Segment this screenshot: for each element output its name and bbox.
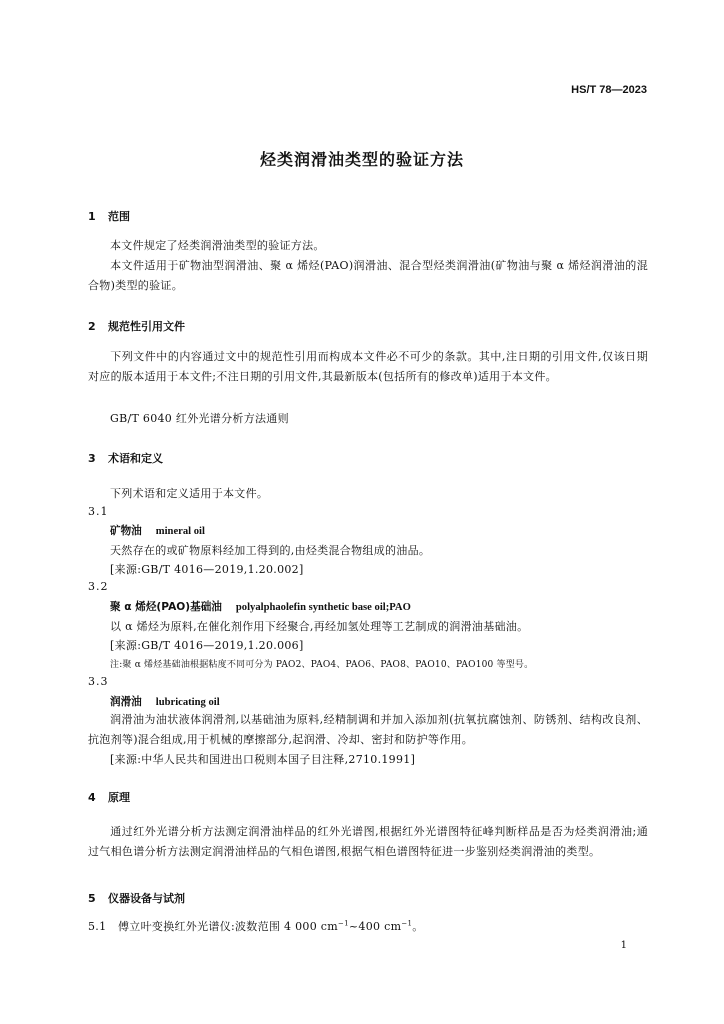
term-3-3-definition xyxy=(88,710,648,750)
text: 润滑油为油状液体润滑剂,以基础油为原料,经精制调和并加入添加剂(抗氧抗腐蚀剂、防锈剂、结构改良剂、抗泡剂等)混合组成,用于机械的摩擦部分,起润滑、冷却、密封和防护等作用。 xyxy=(88,713,648,746)
term-zh: 润滑油 xyxy=(110,696,142,708)
section-title: 仪器设备与试剂 xyxy=(108,892,185,905)
term-3-2-source: [来源:GB/T 4016—2019,1.20.006] xyxy=(110,639,304,652)
term-3-2-note: 注:聚 α 烯烃基础油根据粘度不同可分为 PAO2、PAO4、PAO6、PAO8、PAO10、PAO100 等型号。 xyxy=(110,660,534,670)
term-3-1-number: 3.1 xyxy=(88,505,109,518)
term-en: polyalphaolefin synthetic base oil;PAO xyxy=(235,602,411,613)
term-en: lubricating oil xyxy=(155,697,220,708)
standard-number: HS/T 78—2023 xyxy=(571,84,647,96)
term-3-2-title xyxy=(110,599,411,614)
term-zh: 聚 α 烯烃(PAO)基础油 xyxy=(110,601,222,613)
section-1-heading xyxy=(88,208,130,224)
section-number: 3 xyxy=(88,452,96,465)
section-title: 原理 xyxy=(108,791,130,804)
term-3-3-number: 3.3 xyxy=(88,675,109,688)
s1-paragraph-1 xyxy=(88,236,648,256)
text: 下列文件中的内容通过文中的规范性引用而构成本文件必不可少的条款。其中,注日期的引用文件,仅该日期对应的版本适用于本文件;不注日期的引用文件,其最新版本(包括所有的修改单)适用于本文件。 xyxy=(88,350,648,383)
section-number: 4 xyxy=(88,791,96,804)
section-5-heading xyxy=(88,890,185,906)
text: 。 xyxy=(412,920,424,933)
section-3-heading xyxy=(88,450,163,466)
page-number: 1 xyxy=(620,940,627,951)
s3-intro: 下列术语和定义适用于本文件。 xyxy=(110,487,269,500)
term-zh: 矿物油 xyxy=(110,525,142,537)
term-en: mineral oil xyxy=(155,526,205,537)
term-3-1-title xyxy=(110,523,205,538)
s1-paragraph-2 xyxy=(88,256,648,296)
document-title: 烃类润滑油类型的验证方法 xyxy=(259,150,464,169)
section-title: 规范性引用文件 xyxy=(108,320,185,333)
text: 本文件适用于矿物油型润滑油、聚 α 烯烃(PAO)润滑油、混合型烃类润滑油(矿物油与聚 α 烯烃润滑油的混合物)类型的验证。 xyxy=(88,259,648,292)
section-title: 范围 xyxy=(108,210,130,223)
section-2-heading xyxy=(88,318,185,334)
s4-paragraph-1 xyxy=(88,822,648,862)
text: 通过红外光谱分析方法测定润滑油样品的红外光谱图,根据红外光谱图特征峰判断样品是否为烃类润滑油;通过气相色谱分析方法测定润滑油样品的气相色谱图,根据气相色谱图特征进一步鉴别烃类润滑油的类型。 xyxy=(88,825,648,858)
term-3-3-source: [来源:中华人民共和国进出口税则本国子目注释,2710.1991] xyxy=(110,753,416,766)
clause-number: 5.1 xyxy=(88,920,107,933)
text: ~400 cm xyxy=(348,920,402,933)
text: 傅立叶变换红外光谱仪:波数范围 4 000 cm xyxy=(118,920,338,933)
section-number: 5 xyxy=(88,892,96,905)
section-4-heading xyxy=(88,789,130,805)
s2-paragraph-1 xyxy=(88,347,648,387)
term-3-3-title xyxy=(110,694,220,709)
section-title: 术语和定义 xyxy=(108,452,163,465)
term-3-2-definition: 以 α 烯烃为原料,在催化剂作用下经聚合,再经加氢处理等工艺制成的润滑油基础油。 xyxy=(110,620,529,633)
superscript: −1 xyxy=(337,919,349,928)
term-3-1-source: [来源:GB/T 4016—2019,1.20.002] xyxy=(110,563,304,576)
section-number: 1 xyxy=(88,210,96,223)
section-number: 2 xyxy=(88,320,96,333)
clause-5-1 xyxy=(88,918,424,934)
term-3-2-number: 3.2 xyxy=(88,580,109,593)
superscript: −1 xyxy=(401,919,413,928)
text: 本文件规定了烃类润滑油类型的验证方法。 xyxy=(110,239,325,252)
normative-reference: GB/T 6040 红外光谱分析方法通则 xyxy=(110,412,289,425)
term-3-1-definition: 天然存在的或矿物原料经加工得到的,由烃类混合物组成的油品。 xyxy=(110,544,431,557)
